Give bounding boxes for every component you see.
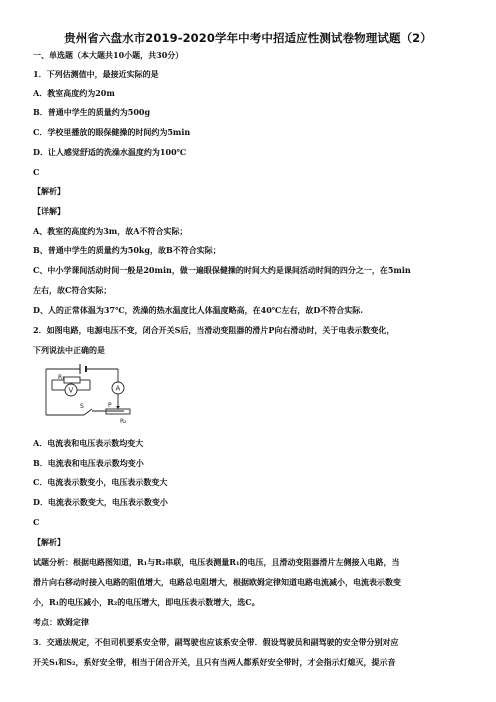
q1-detail-line: A、教室的高度约为3m，故A不符合实际；: [33, 226, 188, 236]
slider-arrow-icon: [116, 406, 120, 409]
voltmeter-label: V: [68, 386, 74, 395]
switch-icon: [84, 409, 92, 415]
q2-analysis-line: 滑片向右移动时接入电路的阻值增大，电路总电阻增大，根据欧姆定律知道电路电流减小，电流表示数变: [33, 577, 401, 587]
r1-label: R₁: [58, 374, 65, 381]
ammeter-label: A: [115, 384, 121, 393]
q2-answer: C: [33, 517, 40, 527]
q2-point: 考点：欧姆定律: [33, 617, 89, 627]
q2-stem-line: 下列说法中正确的是: [33, 345, 105, 355]
q1-answer: C: [33, 167, 40, 177]
q1-stem: 1．下列估测值中，最接近实际的是: [33, 69, 159, 79]
q1-detail-line: 左右，故C符合实际；: [33, 285, 112, 295]
q1-detail-line: C、中小学课间活动时间一般是20min，做一遍眼保健操的时间大约是课间活动时间的四分之一，在5min: [33, 265, 411, 275]
page-title: 贵州省六盘水市2019-2020学年中考中招适应性测试卷物理试题（2）: [64, 31, 432, 45]
section-heading: 一、单选题（本大题共10小题，共30分）: [33, 50, 184, 60]
circuit-diagram: [44, 363, 134, 425]
q1-option-a: A．教室高度约为20m: [33, 88, 115, 98]
q2-option-c: C．电流表示数变小，电压表示数变大: [33, 477, 168, 487]
q2-option-d: D．电流表示数变大，电压表示数变小: [33, 497, 168, 507]
rheostat-r2-icon: [106, 409, 130, 414]
q1-detail-line: D、人的正常体温为37℃，洗澡的热水温度比人体温度略高，在40℃左右，故D不符合实际.: [33, 305, 364, 315]
slider-p-label: P: [108, 402, 112, 409]
q2-option-a: A．电流表和电压表示数均变大: [33, 438, 144, 448]
q2-analysis-label: 【解析】: [33, 537, 65, 547]
q1-detail-label: 【详解】: [33, 206, 65, 216]
resistor-r1-icon: [64, 377, 80, 383]
q1-option-b: B．普通中学生的质量约为500g: [33, 107, 151, 117]
q2-analysis-line: 试题分析：根据电路图知道，R₁与R₂串联，电压表测量R₁的电压，且滑动变阻器滑片左侧接入电路，当: [33, 557, 400, 567]
q2-analysis-line: 小，R₁的电压减小，R₂的电压增大，即电压表示数增大，选C。: [33, 597, 260, 607]
q1-detail-line: B、普通中学生的质量约为50kg，故B不符合实际；: [33, 245, 221, 255]
q1-option-d: D．让人感觉舒适的洗澡水温度约为100℃: [33, 147, 187, 157]
q1-option-c: C．学校里播放的眼保健操的时间约为5min: [33, 127, 191, 137]
q2-stem-line: 2．如图电路，电源电压不变，闭合开关S后，当滑动变阻器的滑片P向右滑动时，关于电表示数变化，: [33, 325, 395, 335]
r2-label: R₂: [120, 418, 127, 425]
q3-line: 3．交通法规定，不但司机要系安全带，副驾驶也应该系安全带．假设驾驶员和副驾驶的安全带分别对应: [33, 637, 399, 647]
q3-line: 开关S₁和S₂，系好安全带，相当于闭合开关，且只有当两人都系好安全带时，才会指示灯熄灭，提示音: [33, 657, 396, 667]
switch-label: S: [80, 403, 84, 410]
q1-analysis-label: 【解析】: [33, 186, 65, 196]
q2-option-b: B．电流表和电压表示数均变小: [33, 458, 144, 468]
battery-icon: [80, 364, 86, 374]
